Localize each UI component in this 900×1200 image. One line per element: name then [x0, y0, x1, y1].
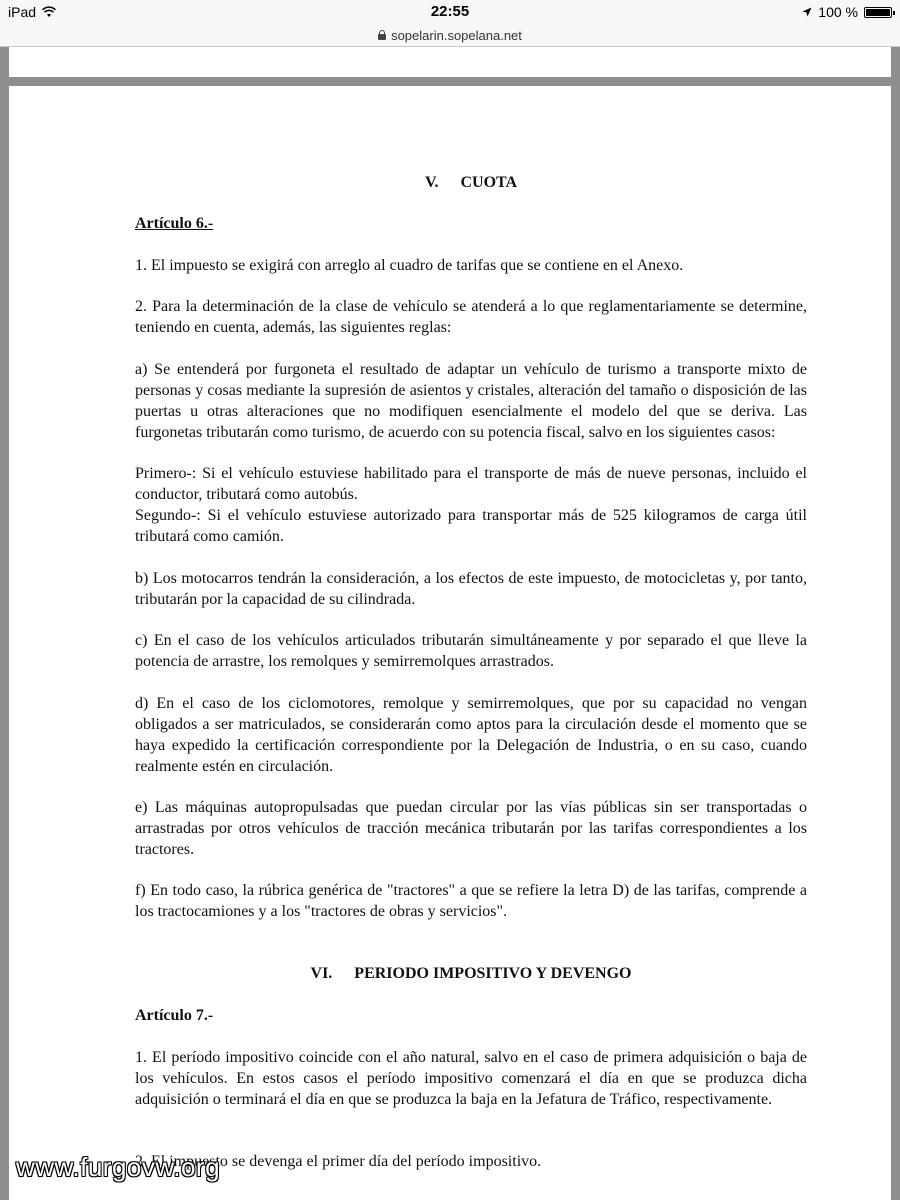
previous-page-fragment — [9, 47, 891, 77]
clock: 22:55 — [430, 3, 470, 20]
address-bar[interactable] — [0, 24, 900, 47]
paragraph-text: 2. El impuesto se devenga el primer día del período impositivo. — [135, 1153, 542, 1170]
paragraph — [135, 630, 807, 672]
paragraph — [135, 880, 807, 922]
device-name: iPad — [8, 4, 37, 20]
status-bar — [0, 0, 900, 24]
paragraph-text: 1. El impuesto se exigirá con arreglo al cuadro de tarifas que se contiene en el Anexo. — [135, 257, 684, 274]
lock-icon — [378, 30, 386, 40]
paragraph-text: Primero-: Si el vehículo estuviese habilitado para el transporte de más de nueve personas, incluido el conductor, tributará como autobús. — [135, 465, 807, 503]
status-right — [802, 4, 892, 20]
article-7-heading: Artículo 7.- — [135, 1007, 214, 1024]
section-title: CUOTA — [460, 174, 518, 191]
paragraph-text: 1. El período impositivo coincide con el año natural, salvo en el caso de primera adquisición o baja de los vehículos. En estos casos el período impositivo comenzará el día en que se produzca dicha adquisición o terminará el día en que se produzca la baja en la Jefatura de Tráfico, respectivamente. — [135, 1049, 807, 1108]
paragraph-text: d) En el caso de los ciclomotores, remolque y semirremolques, que por su capacidad no vengan obligados a ser matriculados, se considerarán como aptos para la circulación desde el momento que se haya expedido la certificación correspondiente por la Delegación de Industria, o en su caso, cuando realmente estén en circulación. — [135, 695, 807, 775]
paragraph — [135, 296, 807, 338]
paragraph-text: b) Los motocarros tendrán la consideración, a los efectos de este impuesto, de motocicletas y, por tanto, tributarán por la capacidad de su cilindrada. — [135, 570, 807, 608]
section-heading-v — [135, 172, 807, 193]
location-arrow-icon — [802, 7, 812, 17]
section-number: VI. — [310, 965, 333, 982]
paragraph — [135, 797, 807, 860]
paragraph-text: a) Se entenderá por furgoneta el resultado de adaptar un vehículo de turismo a transporte mixto de personas y cosas mediante la supresión de asientos y cristales, alteración del tamaño o disposición de las puertas u otras alteraciones que no modifiquen esencialmente el modelo del que se deriva. Las furgonetas tributarán como turismo, de acuerdo con su potencia fiscal, salvo en los siguientes casos: — [135, 361, 807, 441]
document-page — [9, 86, 891, 1200]
paragraph — [135, 1047, 807, 1110]
paragraph — [135, 505, 807, 547]
paragraph-text: c) En el caso de los vehículos articulados tributarán simultáneamente y por separado el que lleve la potencia de arrastre, los remolques y semirremolques arrastrados. — [135, 632, 807, 670]
paragraph — [135, 359, 807, 443]
paragraph — [135, 693, 807, 777]
paragraph-text: e) Las máquinas autopropulsadas que puedan circular por las vías públicas sin ser transportadas o arrastradas por otros vehículos de tracción mecánica tributarán por las tarifas correspondientes a los tractores. — [135, 799, 807, 858]
paragraph — [135, 463, 807, 505]
battery-icon — [864, 7, 892, 18]
article-6-heading: Artículo 6.- — [135, 215, 214, 232]
paragraph — [135, 568, 807, 610]
paragraph — [135, 255, 807, 276]
section-heading-vi — [135, 963, 807, 984]
url-text[interactable]: sopelarin.sopelana.net — [391, 27, 522, 43]
section-title: PERIODO IMPOSITIVO Y DEVENGO — [354, 965, 632, 982]
paragraph-text: 2. Para la determinación de la clase de vehículo se atenderá a lo que reglamentariamente se determine, teniendo en cuenta, además, las siguientes reglas: — [135, 298, 807, 336]
paragraph-text: Segundo-: Si el vehículo estuviese autorizado para transportar más de 525 kilogramos de carga útil tributará como camión. — [135, 507, 807, 545]
watermark: www.furgovw.org — [16, 1152, 221, 1182]
paragraph-text: f) En todo caso, la rúbrica genérica de "tractores" a que se refiere la letra D) de las tarifas, comprende a los tractocamiones y a los "tractores de obras y servicios". — [135, 882, 807, 920]
battery-percent: 100 % — [818, 4, 858, 20]
section-number: V. — [424, 174, 439, 191]
paragraph — [135, 1151, 807, 1172]
